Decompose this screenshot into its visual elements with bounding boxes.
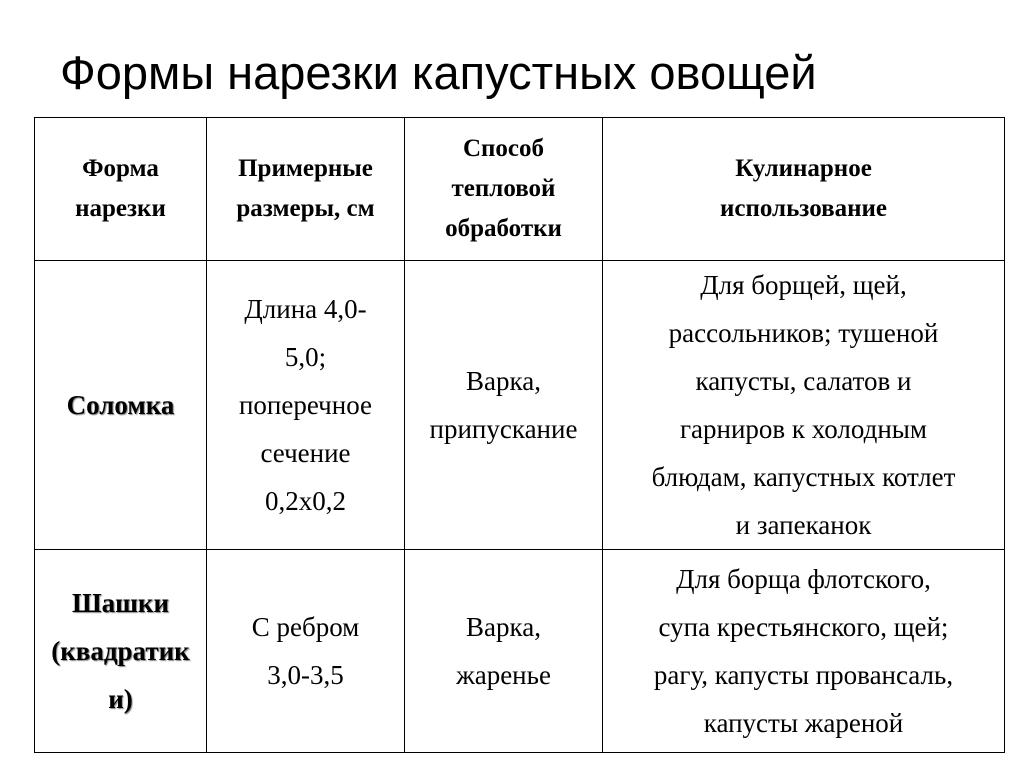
header-size: Примерные размеры, см <box>207 118 405 261</box>
header-usage: Кулинарное использование <box>603 118 1005 261</box>
cell-method: Варка, припускание <box>405 261 603 550</box>
table-row <box>35 550 1005 753</box>
cell-usage: Для борща флотского, супа крестьянского, щей; рагу, капусты провансаль, капусты жареной <box>603 550 1005 753</box>
slide-title: Формы нарезки капустных овощей <box>60 46 817 99</box>
cell-size: Длина 4,0- 5,0; поперечное сечение 0,2х0,2 <box>207 261 405 550</box>
table-row <box>35 261 1005 550</box>
cutting-forms-table <box>34 117 1005 753</box>
table-header-row <box>35 118 1005 261</box>
header-form: Форма нарезки <box>35 118 207 261</box>
cell-size: С ребром 3,0-3,5 <box>207 550 405 753</box>
cell-usage: Для борщей, щей, рассольников; тушеной капусты, салатов и гарниров к холодным блюдам, капустных котлет и запеканок <box>603 261 1005 550</box>
header-method: Способ тепловой обработки <box>405 118 603 261</box>
cell-form: Соломка <box>35 261 207 550</box>
cell-method: Варка, жаренье <box>405 550 603 753</box>
cell-form: Шашки (квадратик и) <box>35 550 207 753</box>
